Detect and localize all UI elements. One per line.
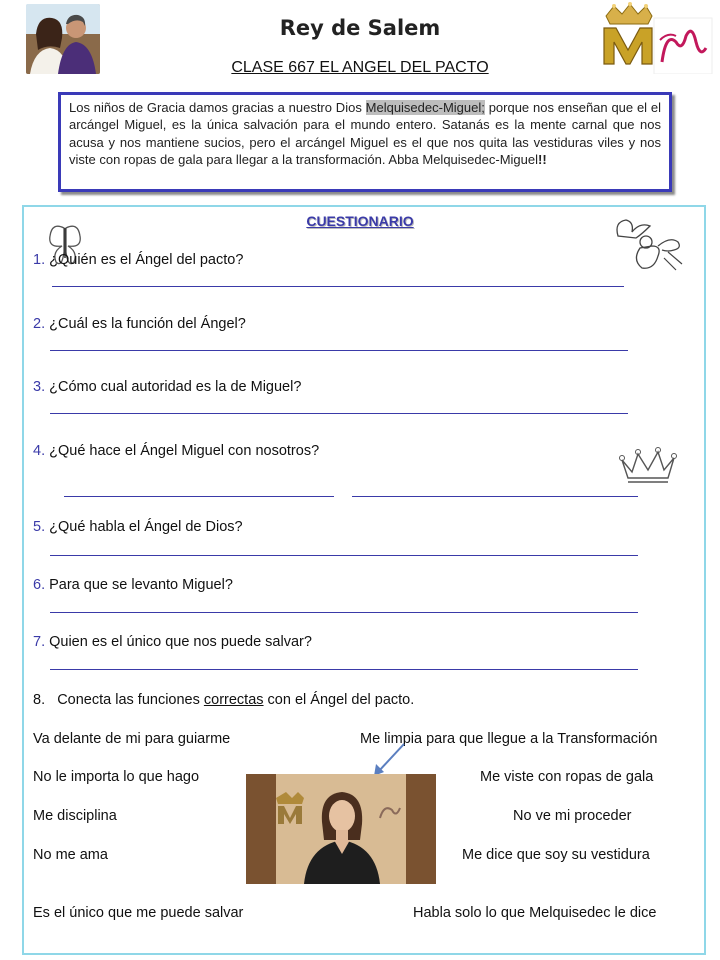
answer-line[interactable] [50,413,628,414]
answer-line[interactable] [50,350,628,351]
left-option-3[interactable]: Me disciplina [33,808,117,824]
question-3 [33,379,301,395]
intro-text-rest: porque nos enseñan que el el arcángel Miguel, es la única salvación para el mundo entero. Satanás es la mente carnal que nos acusa y nos mantiene sucios, pero el arcángel Miguel es el que nos quita las vestiduras viles y nos viste con ropas de gala para llegar a la transformación. Abba Melquisedec-Miguel [69,100,661,168]
lesson-subtitle: CLASE 667 EL ANGEL DEL PACTO [231,59,489,76]
question-number: 7. [33,634,46,650]
answer-line[interactable] [50,555,638,556]
question-5 [33,519,243,535]
question-4 [33,443,319,459]
question-text: ¿Cómo cual autoridad es la de Miguel? [45,379,302,395]
angel-of-covenant-photo[interactable] [246,774,436,884]
answer-line[interactable] [52,286,624,287]
question-text: ¿Qué hace el Ángel Miguel con nosotros? [45,443,320,459]
answer-line[interactable] [50,669,638,670]
left-option-5[interactable]: Es el único que me puede salvar [33,905,244,921]
answer-line-left[interactable] [64,496,334,497]
angel-icon [612,216,686,272]
right-option-1[interactable]: Me limpia para que llegue a la Transformación [360,731,658,747]
intro-text-start: Los niños de Gracia damos gracias a nuestro Dios [69,100,366,115]
question-number: 2. [33,316,46,332]
question-2 [33,316,246,332]
intro-ending: !! [537,152,547,168]
question-text-start: Conecta las funciones [57,692,204,708]
question-text-underlined: correctas [203,692,264,708]
crown-m-logo [596,2,714,74]
right-option-4[interactable]: Me dice que soy su vestidura [462,847,650,863]
intro-paragraph [58,92,672,192]
question-6 [33,577,233,593]
question-7 [33,634,312,650]
left-option-4[interactable]: No me ama [33,847,108,863]
answer-line[interactable] [50,612,638,613]
question-text: ¿Qué habla el Ángel de Dios? [45,519,243,535]
question-number: 6. [33,577,46,593]
right-option-2[interactable]: Me viste con ropas de gala [480,769,654,785]
question-number: 5. [33,519,46,535]
page-title: Rey de Salem [279,16,441,40]
question-number: 1. [33,252,46,268]
crown-icon [618,446,678,484]
question-number: 8. [33,692,46,708]
question-number: 4. [33,443,46,459]
intro-highlight: Melquisedec-Miguel; [365,100,485,115]
left-option-2[interactable]: No le importa lo que hago [33,769,200,785]
question-text: Para que se levanto Miguel? [45,577,233,593]
right-option-5[interactable]: Habla solo lo que Melquisedec le dice [413,905,657,921]
question-text: ¿Quién es el Ángel del pacto? [45,252,244,268]
answer-line-right[interactable] [352,496,638,497]
right-option-3[interactable]: No ve mi proceder [513,808,632,824]
arrow-icon [370,740,408,778]
question-text: ¿Cuál es la función del Ángel? [45,316,246,332]
left-option-1[interactable]: Va delante de mi para guiarme [33,731,231,747]
question-1 [33,252,243,268]
question-number: 3. [33,379,46,395]
question-8 [33,692,414,708]
questionnaire-title: CUESTIONARIO [306,213,414,229]
question-text-end: con el Ángel del pacto. [263,692,415,708]
question-text: Quien es el único que nos puede salvar? [45,634,312,650]
